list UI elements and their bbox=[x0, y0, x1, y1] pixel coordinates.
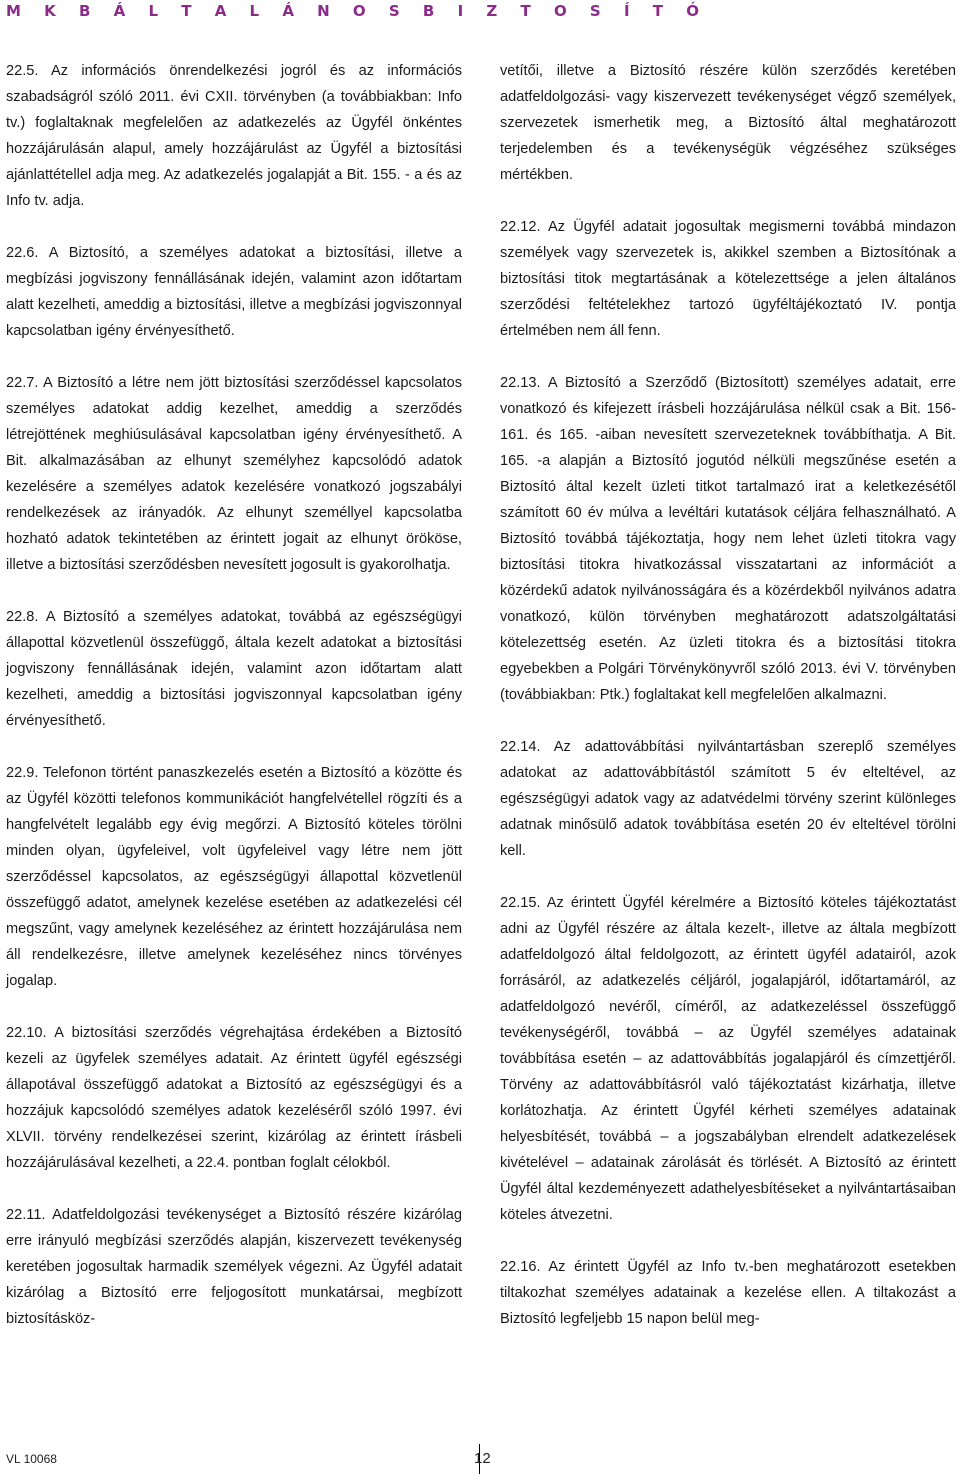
paragraph-22-11: 22.11. Adatfeldolgozási tevékenységet a Biztosító részére kizárólag erre irányuló megbízási szerződés alapján, kiszervezett tevékenység keretében jogosultak harmadik személyek végezni. Az Ügyfél adatait kizárólag a Biztosító erre feljogosított munkatársai, megbízott biztosításköz- bbox=[6, 1207, 462, 1327]
left-column bbox=[6, 58, 462, 1358]
paragraph-22-13: 22.13. A Biztosító a Szerződő (Biztosított) személyes adatait, erre vonatkozó és kifejezett írásbeli hozzájárulása nélkül csak a Bit. 156-161. és 165. -aiban nevesített szervezeteknek továbbíthatja. A Bit. 165. -a alapján a Biztosító jogutód nélküli megszűnése esetén a Biztosító által kezelt üzleti titkot tartalmazó irat a keletkezésétől számított 60 év múlva a levéltári kutatások céljára felhasználható. A Biztosító továbbá tájékoztatja, hogy nem lehet üzleti titokra vagy biztosítási titokra hivatkozással visszatartani az információt a közérdekű adatok nyilvánosságára és a közérdekből nyilvános adatra vonatkozó, külön törvényben meghatározott adatszolgáltatási kötelezettség esetén. Az üzleti titokra és a biztosítási titokra egyebekben a Polgári Törvénykönyvről szóló 2013. évi V. törvényben (továbbiakban: Ptk.) foglaltakat kell megfelelően alkalmazni. bbox=[500, 375, 956, 703]
paragraph-22-12: 22.12. Az Ügyfél adatait jogosultak megismerni továbbá mindazon személyek vagy szervezetek is, akikkel szemben a Biztosítónak a biztosítási titok megtartásának a kötelezettsége a jelen általános szerződési feltételekhez tartozó ügyféltájékoztató IV. pontja értelmében nem áll fenn. bbox=[500, 219, 956, 339]
paragraph-22-10: 22.10. A biztosítási szerződés végrehajtása érdekében a Biztosító kezeli az ügyfelek személyes adatait. Az érintett ügyfél egészségi állapotával összefüggő adatokat a Biztosító az egészségügyi és a hozzájuk kapcsolódó személyes adatok kezeléséről szóló 1997. évi XLVII. törvény rendelkezései szerint, kizárólag az érintett írásbeli hozzájárulásával kezelheti, a 22.4. pontban foglalt célokból. bbox=[6, 1025, 462, 1171]
paragraph-22-9: 22.9. Telefonon történt panaszkezelés esetén a Biztosító a közötte és az Ügyfél közötti telefonos kommunikációt hangfelvétellel rögzíti és a hangfelvételt legalább egy évig megőrzi. A Biztosító köteles törölni minden olyan, ügyfeleivel, volt ügyfeleivel vagy létre nem jött szerződéssel kapcsolatos, az egészségügyi állapottal közvetlenül összefüggő adatot, amelynek kezelése esetében az adatkezelési cél megszűnt, vagy amelynek kezeléséhez az érintett hozzájárulása nem áll rendelkezésre, illetve amelynek kezeléséhez nincs törvényes jogalap. bbox=[6, 765, 462, 989]
paragraph-22-14: 22.14. Az adattovábbítási nyilvántartásban szereplő személyes adatokat az adattovábbítástól számított 5 év elteltével, az egészségügyi adatok vagy az adatvédelmi törvény szerint különleges adatnak minősülő adatok továbbítása esetén 20 év elteltével törölni kell. bbox=[500, 739, 956, 859]
document-header-title: M K B Á L T A L Á N O S B I Z T O S Í T Ó bbox=[6, 2, 708, 20]
paragraph-22-6: 22.6. A Biztosító, a személyes adatokat a biztosítási, illetve a megbízási jogviszony fennállásának idején, valamint azon időtartam alatt kezelheti, ameddig a biztosítási, illetve a megbízási jogviszonnyal kapcsolatban igény érvényesíthető. bbox=[6, 245, 462, 339]
paragraph-22-7: 22.7. A Biztosító a létre nem jött biztosítási szerződéssel kapcsolatos személyes adatokat addig kezelhet, ameddig a szerződés létrejöttének meghiúsulásával kapcsolatban igény érvényesíthető. A Bit. alkalmazásában az elhunyt személyhez kapcsolódó adatok kezelésére a személyes adatok kezelésére vonatkozó jogszabályi rendelkezések az irányadók. Az elhunyt személlyel kapcsolatba hozható adatok tekintetében az érintett jogait az elhunyt örököse, illetve a biztosítási szerződésben nevesített jogosult is gyakorolhatja. bbox=[6, 375, 462, 573]
page-number: 12 bbox=[474, 1450, 491, 1467]
paragraph-22-8: 22.8. A Biztosító a személyes adatokat, továbbá az egészségügyi állapottal közvetlenül összefüggő, általa kezelt adatokat a biztosítási jogviszony fennállásának idején, valamint azon időtartam alatt kezelheti, ameddig a biztosítási jogviszonnyal kapcsolatban igény érvényesíthető. bbox=[6, 609, 462, 729]
paragraph-22-5: 22.5. Az információs önrendelkezési jogról és az információs szabadságról szóló 2011. évi CXII. törvényben (a továbbiakban: Info tv.) foglaltaknak megfelelően az adatkezelés az Ügyfél önkéntes hozzájárulásán alapul, amely hozzájárulást az Ügyfél a biztosítási ajánlattétellel adja meg. Az adatkezelés jogalapját a Bit. 155. - a és az Info tv. adja. bbox=[6, 63, 462, 209]
paragraph-22-15: 22.15. Az érintett Ügyfél kérelmére a Biztosító köteles tájékoztatást adni az Ügyfél részére az általa kezelt-, illetve az általa megbízott adatfeldolgozó által feldolgozott, az érintett ügyfél adatairól, azok forrásáról, az adatkezelés céljáról, jogalapjáról, időtartamáról, az adatfeldolgozó nevéről, címéről, az adatkezeléssel összefüggő tevékenységéről, továbbá – az Ügyfél személyes adatainak továbbítása esetén – az adattovábbítás jogalapjáról és címzettjéről. Törvény az adattovábbításról való tájékoztatást kizárhatja, illetve korlátozhatja. Az érintett Ügyfél kérheti személyes adatainak helyesbítését, továbbá – a jogszabályban elrendelt adatkezelések kivételével – adatainak zárolását és törlését. A Biztosító az érintett Ügyfél által kezdeményezett adathelyesbítéseket a nyilvántartásaiban köteles átvezetni. bbox=[500, 895, 956, 1223]
paragraph-22-11-continued: vetítői, illetve a Biztosító részére külön szerződés keretében adatfeldolgozási- vagy kiszervezett tevékenységet végző személyek, szervezetek ismerhetik meg, a Biztosító által meghatározott terjedelemben és a tevékenységük végzéséhez szükséges mértékben. bbox=[500, 63, 956, 183]
right-column bbox=[500, 58, 956, 1358]
paragraph-22-16: 22.16. Az érintett Ügyfél az Info tv.-ben meghatározott esetekben tiltakozhat személyes adatainak a kezelése ellen. A tiltakozást a Biztosító legfeljebb 15 napon belül meg- bbox=[500, 1259, 956, 1327]
document-code: VL 10068 bbox=[6, 1452, 57, 1466]
